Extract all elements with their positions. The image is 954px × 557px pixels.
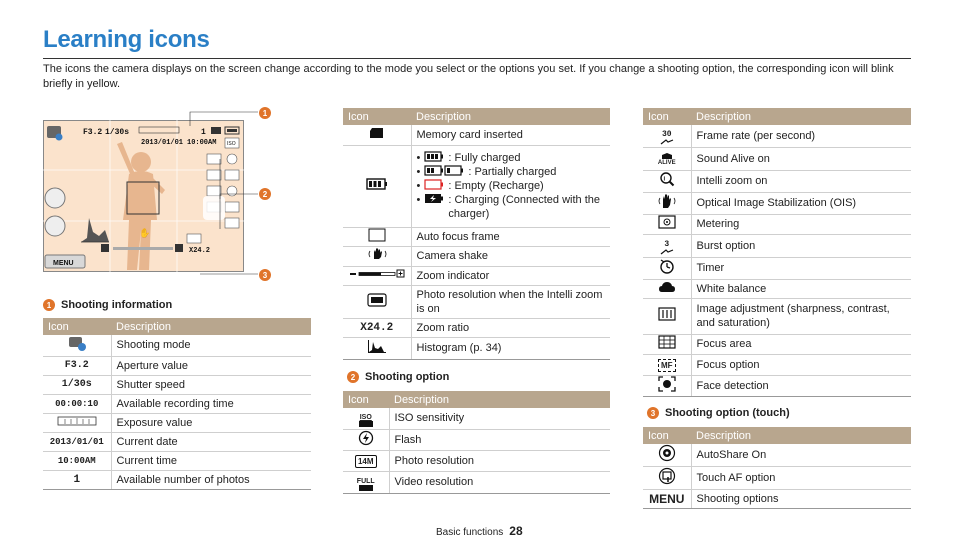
video-resolution-icon: FULL (357, 478, 375, 491)
touch-option-table (643, 427, 911, 509)
date-icon: 2013/01/01 (43, 432, 111, 451)
icon-cell (43, 413, 111, 432)
battery-partial-item: • : Partially charged (416, 166, 557, 178)
desc-cell: Face detection (691, 375, 911, 396)
ill-iso: ISO (227, 141, 236, 147)
svg-text:i: i (663, 176, 665, 183)
battery-charging-icon (424, 193, 444, 204)
icon-cell (643, 444, 691, 467)
zoom-minus (101, 244, 109, 252)
desc-cell: White balance (691, 279, 911, 298)
battery-desc-cell (411, 145, 610, 227)
col-desc-header: Description (691, 108, 911, 125)
icon-cell (643, 334, 691, 354)
desc-cell: Timer (691, 257, 911, 279)
section2-badge: 2 (347, 371, 359, 383)
ill-zoom: X24.2 (189, 247, 211, 255)
battery-empty-item: • : Empty (Recharge) (416, 180, 544, 192)
col-desc-header: Description (691, 427, 911, 444)
focus-option-icon: MF (658, 359, 676, 372)
section3-title: Shooting option (touch) (665, 407, 790, 419)
icon-cell (43, 335, 111, 356)
icon-cell (643, 279, 691, 298)
icon-cell (643, 170, 691, 192)
intelli-resolution-icon (367, 293, 387, 307)
autoshare-icon (658, 444, 676, 462)
sound-alive-icon: ALIVE (658, 152, 676, 167)
callout-badge-2: 2 (259, 188, 271, 200)
desc-cell: Frame rate (per second) (691, 125, 911, 147)
section3-badge: 3 (647, 407, 659, 419)
icon-cell (343, 429, 389, 450)
battery-empty-icon (424, 179, 444, 190)
icon-cell (343, 145, 411, 227)
battery-charging-item: • : Charging (Connected with the charger) (417, 193, 606, 221)
zoom-indicator-icon (349, 269, 405, 279)
touch-af-icon (658, 467, 676, 485)
recording-time-icon: 00:00:10 (43, 394, 111, 413)
page-title: Learning icons (43, 26, 210, 53)
desc-cell: Zoom ratio (411, 318, 610, 337)
battery-partial-icon (424, 165, 464, 176)
page-footer (436, 524, 523, 538)
time-icon: 10:00AM (43, 451, 111, 470)
desc-cell: Touch AF option (691, 467, 911, 490)
icon-cell (343, 227, 411, 246)
col-desc-header: Description (389, 391, 610, 408)
desc-cell: Memory card inserted (411, 125, 610, 145)
col-icon-header: Icon (643, 108, 691, 125)
ill-shutter: 1/30s (105, 128, 130, 137)
icon-cell (343, 408, 389, 429)
focus-area-icon (658, 335, 676, 349)
icon-cell (643, 257, 691, 279)
battery-icon (366, 178, 388, 190)
ill-time: 10:00AM (187, 139, 217, 147)
intelli-zoom-icon (659, 171, 675, 187)
burst-icon: 3 (660, 241, 674, 255)
col-icon-header: Icon (43, 318, 111, 335)
desc-cell: Shooting options (691, 490, 911, 509)
icon-cell (343, 246, 411, 266)
desc-cell: Camera shake (411, 246, 610, 266)
icon-cell (643, 467, 691, 490)
shake-icon: ✋ (139, 228, 151, 238)
page-number: 28 (509, 524, 523, 538)
icon-cell (643, 147, 691, 170)
autoshare-button (45, 188, 65, 208)
ill-photos: 1 (201, 128, 206, 137)
ill-date: 2013/01/01 (141, 139, 184, 147)
shooting-info-table (43, 318, 311, 490)
battery-full-label: : Fully charged (448, 152, 521, 164)
desc-cell: Photo resolution when the Intelli zoom is on (411, 285, 610, 318)
section1-badge: 1 (43, 299, 55, 311)
flash-icon (358, 430, 374, 446)
zoom-ratio-icon: X24.2 (343, 318, 411, 337)
image-adjust-icon (658, 307, 676, 321)
battery-full-item: • : Fully charged (416, 152, 521, 164)
battery-charging-label: : Charging (Connected with the charger) (448, 194, 601, 220)
icon-cell (643, 214, 691, 234)
col-icon-header: Icon (643, 427, 691, 444)
desc-cell: Auto focus frame (411, 227, 610, 246)
shooting-option-table (343, 391, 610, 494)
col-desc-header: Description (411, 108, 610, 125)
title-rule (43, 58, 911, 59)
desc-cell: Photo resolution (389, 450, 610, 471)
desc-cell: Shooting mode (111, 335, 311, 356)
icon-cell (643, 298, 691, 334)
intro-paragraph: The icons the camera displays on the screen change according to the mode you select or the options you set. If you change a shooting option, the corresponding icon will blink briefly in yellow. (43, 63, 894, 90)
desc-cell: Optical Image Stabilization (OIS) (691, 192, 911, 214)
icon-cell (643, 192, 691, 214)
icon-cell (643, 354, 691, 375)
desc-cell: Aperture value (111, 356, 311, 375)
desc-cell: Exposure value (111, 413, 311, 432)
section3-heading (647, 407, 790, 419)
callout-badge-1: 1 (259, 107, 271, 119)
desc-cell: Focus option (691, 354, 911, 375)
icon-cell (343, 471, 389, 493)
desc-cell: ISO sensitivity (389, 408, 610, 429)
icon-cell (343, 450, 389, 471)
ois-icon (658, 193, 676, 209)
desc-cell: Shutter speed (111, 375, 311, 394)
desc-cell: Sound Alive on (691, 147, 911, 170)
desc-cell: Metering (691, 214, 911, 234)
col-icon-header: Icon (343, 108, 411, 125)
white-balance-icon (658, 281, 676, 293)
battery-partial-label: : Partially charged (468, 166, 557, 178)
desc-cell: Image adjustment (sharpness, contrast, and saturation) (691, 298, 911, 334)
timer-icon (659, 258, 675, 274)
ill-aperture: F3.2 (83, 128, 103, 137)
desc-cell: Zoom indicator (411, 266, 610, 285)
icon-cell (343, 285, 411, 318)
desc-cell: Burst option (691, 234, 911, 257)
camera-shake-icon (366, 247, 388, 261)
desc-cell: Intelli zoom on (691, 170, 911, 192)
option-icon-table (643, 108, 911, 397)
iso-icon: ISO (359, 414, 373, 427)
desc-cell: Focus area (691, 334, 911, 354)
histogram-icon (367, 338, 387, 354)
desc-cell: Current time (111, 451, 311, 470)
touch-af-button (45, 216, 65, 236)
desc-cell: Histogram (p. 34) (411, 337, 610, 359)
face-detection-icon (658, 376, 676, 392)
footer-section: Basic functions (436, 527, 504, 538)
menu-icon: MENU (643, 490, 691, 509)
zoom-bar (113, 247, 173, 250)
section2-title: Shooting option (365, 371, 450, 383)
section1-title: Shooting information (61, 299, 173, 311)
photo-resolution-icon: 14M (355, 455, 377, 468)
metering-icon (658, 215, 676, 229)
desc-cell: AutoShare On (691, 444, 911, 467)
battery-empty-label: : Empty (Recharge) (448, 180, 544, 192)
ill-menu: MENU (53, 260, 74, 267)
callout-badge-3: 3 (259, 269, 271, 281)
shooting-mode-icon (67, 335, 87, 351)
battery-full-icon (424, 151, 444, 162)
section1-heading (43, 299, 172, 311)
icon-cell (643, 125, 691, 147)
desc-cell: Available recording time (111, 394, 311, 413)
exposure-scale-icon (57, 416, 97, 426)
frame-rate-icon: 30 (660, 131, 674, 145)
col-desc-header: Description (111, 318, 311, 335)
section2-heading (347, 371, 449, 383)
af-frame-icon (368, 228, 386, 242)
icon-cell (643, 234, 691, 257)
shutter-icon: 1/30s (43, 375, 111, 394)
icon-cell (343, 266, 411, 285)
desc-cell: Video resolution (389, 471, 610, 493)
desc-cell: Flash (389, 429, 610, 450)
desc-cell: Available number of photos (111, 470, 311, 489)
desc-cell: Current date (111, 432, 311, 451)
col-icon-header: Icon (343, 391, 389, 408)
display-icon-table (343, 108, 610, 360)
icon-cell (643, 375, 691, 396)
photo-count-icon: 1 (43, 470, 111, 489)
icon-cell (343, 125, 411, 145)
aperture-icon: F3.2 (43, 356, 111, 375)
memory-card-icon (369, 127, 385, 139)
icon-cell (343, 337, 411, 359)
